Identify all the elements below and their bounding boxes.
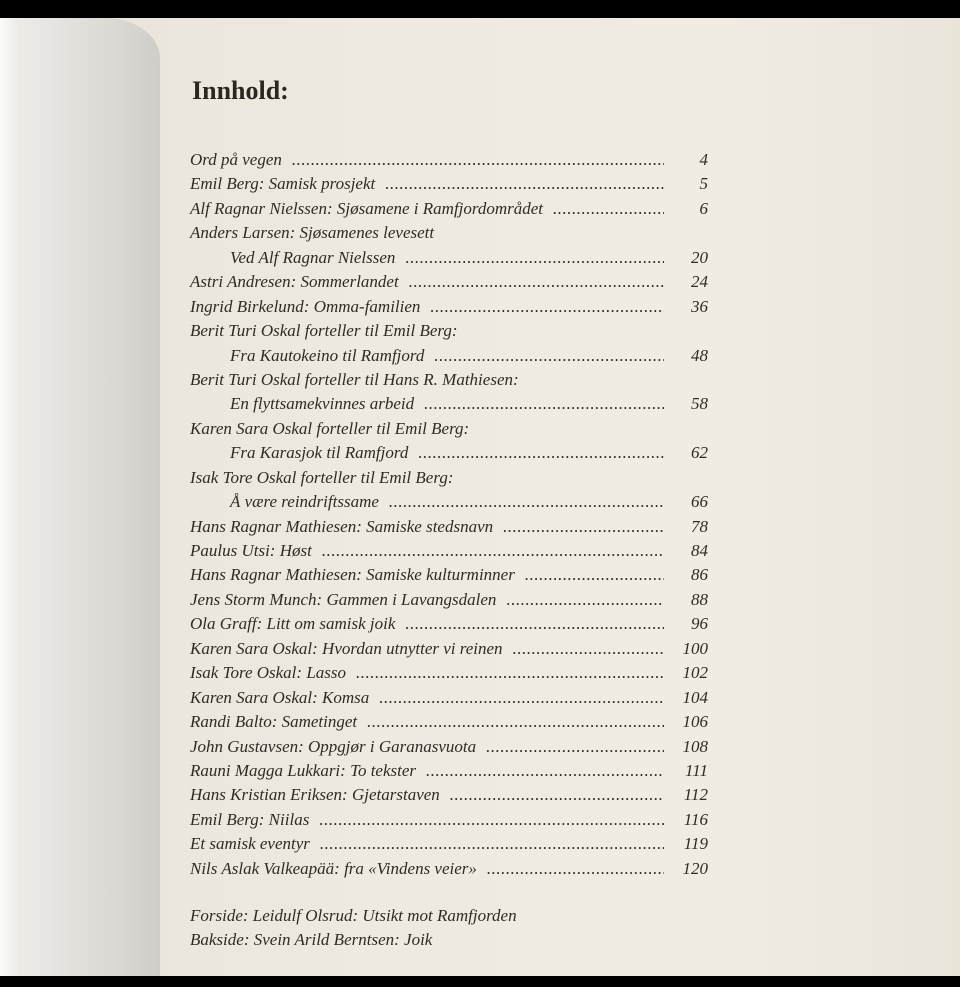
toc-page-number: 5 (699, 174, 708, 194)
left-page-edge (0, 18, 20, 976)
toc-page-number: 6 (699, 198, 708, 218)
toc-entry-title-line (190, 710, 722, 734)
dot-leader (319, 808, 664, 832)
toc-entry (190, 539, 722, 563)
toc-entry-text: Å være reindriftssame (230, 492, 379, 512)
toc-entry-text: Paulus Utsi: Høst (190, 541, 312, 560)
dot-leader (405, 246, 664, 270)
toc-page-number: 4 (699, 150, 708, 169)
toc-entry-text: Rauni Magga Lukkari: To tekster (190, 760, 417, 780)
toc-entry-title-line (190, 735, 722, 759)
dot-leader (450, 783, 664, 807)
toc-entry (190, 563, 722, 587)
toc-entry-text: Karen Sara Oskal: Komsa (190, 687, 370, 707)
toc-entry (190, 808, 722, 832)
toc-entry-subtitle-line (190, 441, 722, 465)
toc-entry-text: Berit Turi Oskal forteller til Emil Berg: (190, 321, 458, 341)
toc-entry (190, 857, 722, 881)
toc-entry (190, 197, 722, 221)
toc-entry-title-line (190, 759, 722, 783)
toc-entry (190, 735, 722, 759)
dot-leader (389, 490, 664, 514)
toc-page-number: 66 (691, 492, 708, 512)
dot-leader (292, 148, 664, 172)
dot-leader (426, 759, 664, 783)
toc-entry (190, 759, 722, 783)
dot-leader (424, 392, 664, 416)
dot-leader (503, 515, 664, 539)
toc-page-number: 104 (682, 687, 708, 707)
toc-entry (190, 417, 722, 466)
toc-page-number: 102 (682, 663, 708, 683)
dot-leader (367, 710, 664, 734)
toc-entry-title-line (190, 588, 722, 612)
toc-page-number: 96 (691, 614, 708, 634)
toc-entry-title-line (190, 563, 722, 587)
toc-entry (190, 368, 722, 417)
toc-entry-text: Isak Tore Oskal: Lasso (190, 663, 347, 683)
toc-entry (190, 612, 722, 636)
toc-entry (190, 686, 722, 710)
toc-entry-text: Emil Berg: Samisk prosjekt (190, 174, 376, 194)
toc-entry-text: Nils Aslak Valkeapää: fra «Vindens veier» (190, 858, 477, 878)
toc-entry-text: Alf Ragnar Nielssen: Sjøsamene i Ramfjordområdet (190, 198, 544, 218)
toc-page-number: 108 (682, 736, 708, 756)
dot-leader (513, 637, 664, 661)
toc-entry-title-line (190, 295, 722, 319)
dot-leader (434, 344, 664, 368)
page-title: Innhold: (192, 76, 289, 105)
toc-entry (190, 270, 722, 294)
toc-entry-title-line (190, 612, 722, 636)
toc-entry-text: Fra Karasjok til Ramfjord (230, 443, 409, 463)
toc-entry-text: Anders Larsen: Sjøsamenes levesett (190, 223, 435, 243)
toc-page-number: 86 (691, 565, 708, 585)
toc-entry-text: Jens Storm Munch: Gammen i Lavangsdalen (190, 589, 497, 609)
toc-entry (190, 295, 722, 319)
toc-entry-text: Karen Sara Oskal: Hvordan utnytter vi reinen (190, 638, 503, 658)
toc-page-number: 78 (691, 516, 708, 536)
toc-entry (190, 783, 722, 807)
dot-leader (405, 612, 664, 636)
toc-entry-text: Ola Graff: Litt om samisk joik (190, 614, 396, 634)
toc-page-number: 36 (691, 296, 708, 316)
toc-entry-text: Ved Alf Ragnar Nielssen (230, 247, 396, 267)
table-of-contents (190, 148, 722, 881)
toc-entry-text: Hans Kristian Eriksen: Gjetarstaven (190, 785, 440, 805)
toc-entry-title-line (190, 319, 722, 343)
toc-entry-subtitle-line (190, 344, 722, 368)
toc-entry-title-line (190, 783, 722, 807)
dot-leader (506, 588, 664, 612)
toc-page-number: 24 (691, 272, 708, 292)
toc-entry (190, 172, 722, 196)
toc-page-number: 84 (691, 541, 708, 560)
toc-entry-text: Ord på vegen (190, 150, 282, 169)
toc-page-number: 48 (691, 345, 708, 365)
dot-leader (430, 295, 664, 319)
toc-entry (190, 466, 722, 515)
toc-entry (190, 710, 722, 734)
toc-entry-text: Berit Turi Oskal forteller til Hans R. Mathiesen: (190, 369, 519, 389)
dot-leader (486, 735, 664, 759)
dot-leader (322, 539, 664, 563)
toc-entry-title-line (190, 368, 722, 392)
toc-entry-subtitle-line (190, 246, 722, 270)
toc-entry-text: Fra Kautokeino til Ramfjord (230, 345, 425, 365)
toc-entry-subtitle-line (190, 392, 722, 416)
toc-entry-title-line (190, 808, 722, 832)
toc-page-number: 106 (682, 712, 708, 732)
left-page (0, 18, 160, 976)
cover-credits (190, 904, 517, 952)
back-cover-credit: Bakside: Svein Arild Berntsen: Joik (190, 930, 433, 949)
toc-entry-title-line (190, 857, 722, 881)
toc-entry-text: Hans Ragnar Mathiesen: Samiske kulturminner (190, 565, 515, 585)
dot-leader (525, 563, 664, 587)
front-cover-credit: Forside: Leidulf Olsrud: Utsikt mot Ramfjorden (190, 906, 517, 925)
toc-entry-text: Astri Andresen: Sommerlandet (190, 272, 399, 292)
toc-entry-text: Karen Sara Oskal forteller til Emil Berg: (190, 418, 470, 438)
toc-entry-subtitle-line (190, 490, 722, 514)
dot-leader (487, 857, 664, 881)
toc-entry-title-line (190, 539, 722, 563)
dot-leader (385, 172, 664, 196)
toc-entry-text: Et samisk eventyr (190, 834, 310, 854)
toc-entry (190, 832, 722, 856)
toc-entry-text: Emil Berg: Niilas (190, 809, 310, 829)
toc-entry-title-line (190, 221, 722, 245)
toc-entry-title-line (190, 270, 722, 294)
toc-entry-text: Hans Ragnar Mathiesen: Samiske stedsnavn (190, 516, 494, 536)
toc-page-number: 58 (691, 394, 708, 414)
toc-page-number: 88 (691, 589, 708, 609)
toc-entry (190, 661, 722, 685)
toc-entry-title-line (190, 197, 722, 221)
toc-page-number: 119 (683, 834, 708, 854)
toc-entry-title-line (190, 515, 722, 539)
toc-entry-text: En flyttsamekvinnes arbeid (230, 394, 415, 414)
dot-leader (379, 686, 664, 710)
dot-leader (320, 832, 664, 856)
toc-entry-title-line (190, 148, 722, 172)
dot-leader (356, 661, 664, 685)
toc-page-number: 116 (683, 809, 708, 829)
toc-page-number: 120 (682, 858, 708, 878)
toc-page-number: 100 (682, 638, 708, 658)
toc-entry (190, 515, 722, 539)
toc-entry (190, 221, 722, 270)
toc-entry-title-line (190, 661, 722, 685)
dot-leader (418, 441, 664, 465)
toc-entry-text: Ingrid Birkelund: Omma-familien (190, 296, 421, 316)
toc-entry-title-line (190, 466, 722, 490)
toc-entry-title-line (190, 686, 722, 710)
toc-page-number: 62 (691, 443, 708, 463)
toc-entry (190, 637, 722, 661)
toc-entry (190, 319, 722, 368)
toc-page-number: 111 (685, 760, 708, 780)
toc-entry-title-line (190, 637, 722, 661)
toc-entry-title-line (190, 172, 722, 196)
book-photo (0, 18, 960, 976)
toc-entry (190, 148, 722, 172)
toc-entry-text: John Gustavsen: Oppgjør i Garanasvuota (190, 736, 477, 756)
toc-entry-text: Isak Tore Oskal forteller til Emil Berg: (190, 467, 454, 487)
toc-entry (190, 588, 722, 612)
dot-leader (553, 197, 664, 221)
toc-entry-text: Randi Balto: Sametinget (190, 712, 358, 732)
toc-entry-title-line (190, 832, 722, 856)
toc-page-number: 112 (683, 785, 708, 805)
dot-leader (409, 270, 664, 294)
toc-page-number: 20 (691, 247, 708, 267)
toc-entry-title-line (190, 417, 722, 441)
